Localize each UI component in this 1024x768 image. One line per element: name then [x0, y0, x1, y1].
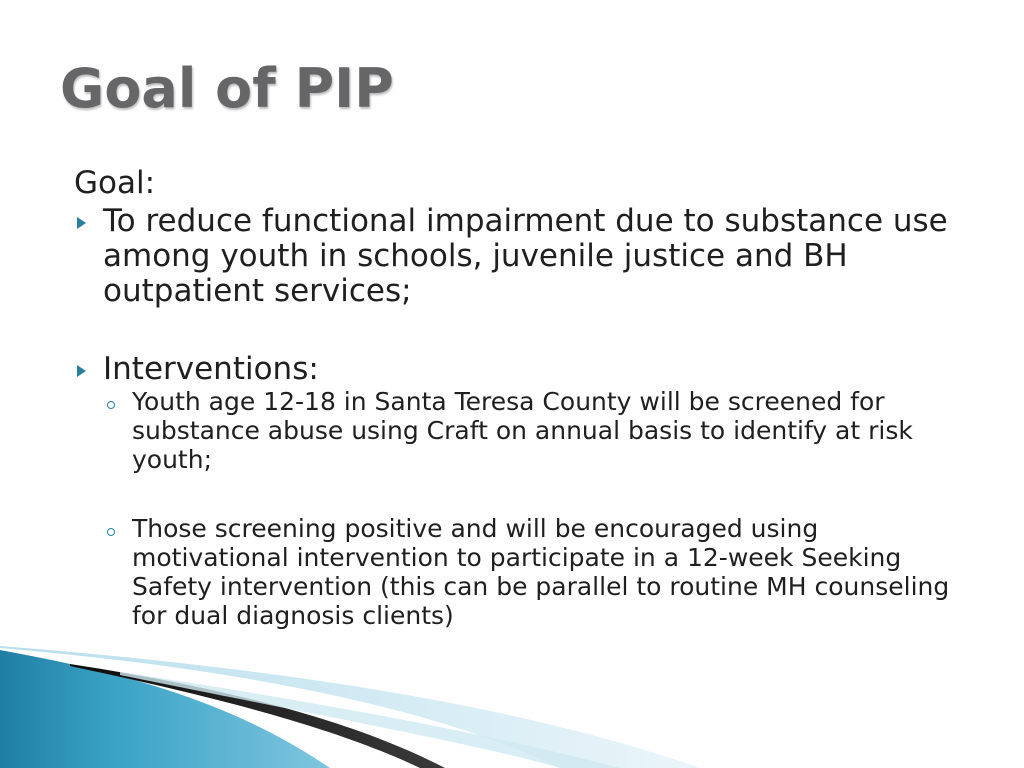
- sub-bullet-screening-text: Youth age 12-18 in Santa Teresa County will be screened for substance abuse using Craft on annual basis to identify at risk youth;: [132, 387, 913, 474]
- bullet-goal-text: To reduce functional impairment due to substance use among youth in schools, juvenile justice and BH outpatient services;: [103, 203, 948, 309]
- goal-label: Goal:: [74, 165, 156, 201]
- bullet-interventions-text: Interventions:: [103, 351, 319, 387]
- page-title: Goal of PIP: [60, 57, 394, 120]
- sub-bullet-seeking-safety-text: Those screening positive and will be encouraged using motivational intervention to participate in a 12-week Seeking Safety intervention (this can be parallel to routine MH counseling for dual diagnosis clients): [132, 514, 950, 630]
